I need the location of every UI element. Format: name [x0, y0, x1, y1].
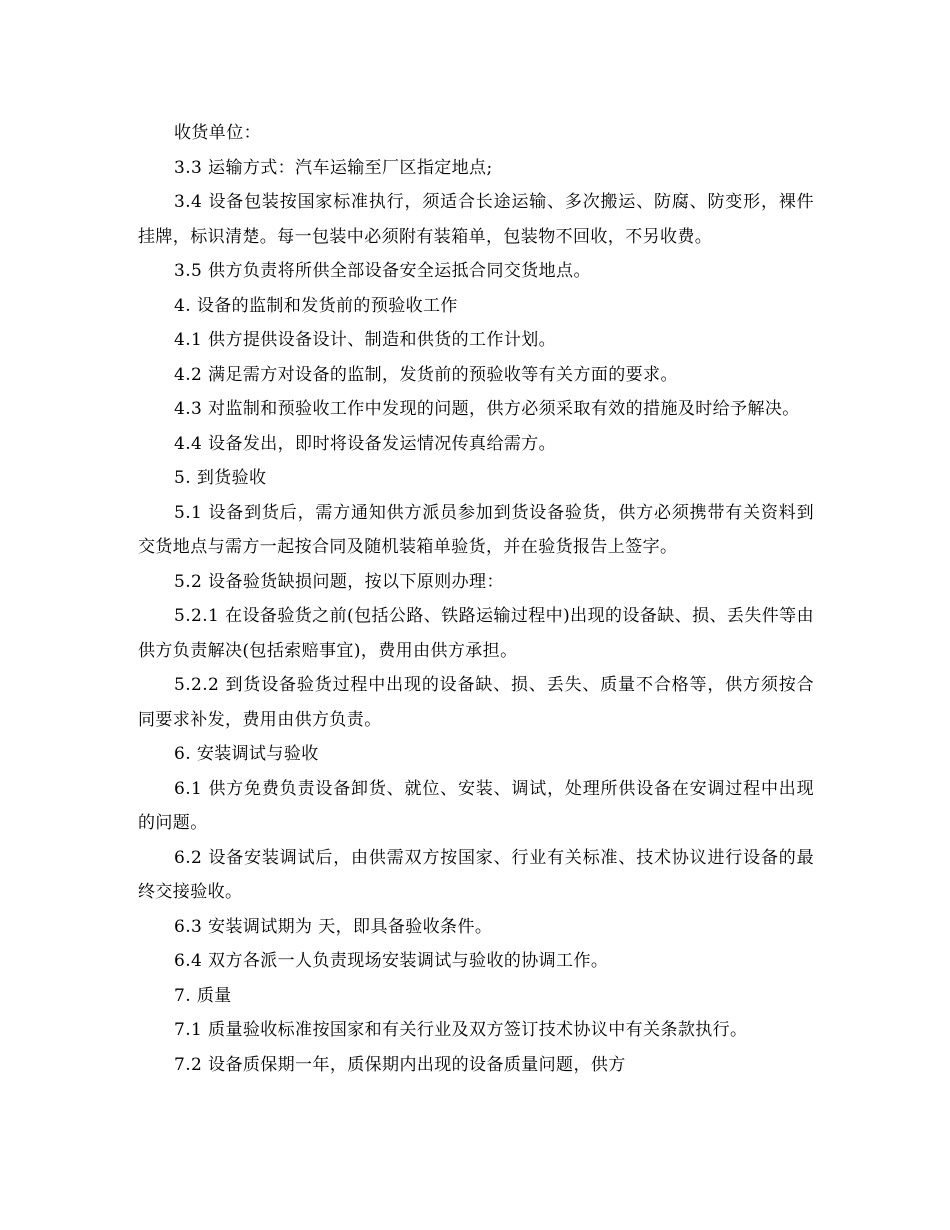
- paragraph-consignee: 收货单位：: [174, 123, 261, 143]
- paragraph-3-3: 3.3 运输方式：汽车运输至厂区指定地点;: [174, 157, 493, 178]
- paragraph-5-2: 5.2 设备验货缺损问题，按以下原则办理：: [174, 571, 504, 592]
- paragraph-6-2: 6.2 设备安装调试后，由供需双方按国家、行业有关标准、技术协议进行设备的最终交接验收。: [138, 847, 814, 902]
- paragraph-4-4: 4.4 设备发出，即时将设备发运情况传真给需方。: [174, 433, 557, 454]
- paragraph-6-3: 6.3 安装调试期为 天，即具备验收条件。: [174, 916, 493, 937]
- document-body: [138, 116, 814, 1082]
- paragraph-5-2-2: 5.2.2 到货设备验货过程中出现的设备缺、损、丢失、质量不合格等，供方须按合同要求补发，费用由供方负责。: [138, 675, 814, 730]
- paragraph-7-2: 7.2 设备质保期一年，质保期内出现的设备质量问题，供方: [174, 1054, 626, 1075]
- paragraph-6-4: 6.4 双方各派一人负责现场安装调试与验收的协调工作。: [174, 951, 609, 971]
- paragraph-3-4: 3.4 设备包装按国家标准执行，须适合长途运输、多次搬运、防腐、防变形，裸件挂牌，标识清楚。每一包装中必须附有装箱单，包装物不回收，不另收费。: [138, 192, 814, 247]
- paragraph-6-1: 6.1 供方免费负责设备卸货、就位、安装、调试，处理所供设备在安调过程中出现的问题。: [138, 778, 814, 833]
- paragraph-5-2-1: 5.2.1 在设备验货之前(包括公路、铁路运输过程中)出现的设备缺、损、丢失件等由供方负责解决(包括索赔事宜)，费用由供方承担。: [138, 606, 814, 661]
- paragraph-7-1: 7.1 质量验收标准按国家和有关行业及双方签订技术协议中有关条款执行。: [174, 1020, 748, 1040]
- paragraph-5-1: 5.1 设备到货后，需方通知供方派员参加到货设备验货，供方必须携带有关资料到交货地点与需方一起按合同及随机装箱单验货，并在验货报告上签字。: [138, 502, 814, 557]
- paragraph-4-1: 4.1 供方提供设备设计、制造和供货的工作计划。: [174, 330, 557, 350]
- section-heading-7: 7. 质量: [174, 985, 232, 1006]
- paragraph-4-2: 4.2 满足需方对设备的监制，发货前的预验收等有关方面的要求。: [174, 364, 678, 385]
- section-heading-4: 4. 设备的监制和发货前的预验收工作: [174, 295, 458, 316]
- paragraph-3-5: 3.5 供方负责将所供全部设备安全运抵合同交货地点。: [174, 261, 591, 281]
- section-heading-5: 5. 到货验收: [174, 468, 267, 488]
- section-heading-6: 6. 安装调试与验收: [174, 744, 319, 764]
- paragraph-4-3: 4.3 对监制和预验收工作中发现的问题，供方必须采取有效的措施及时给予解决。: [174, 399, 800, 419]
